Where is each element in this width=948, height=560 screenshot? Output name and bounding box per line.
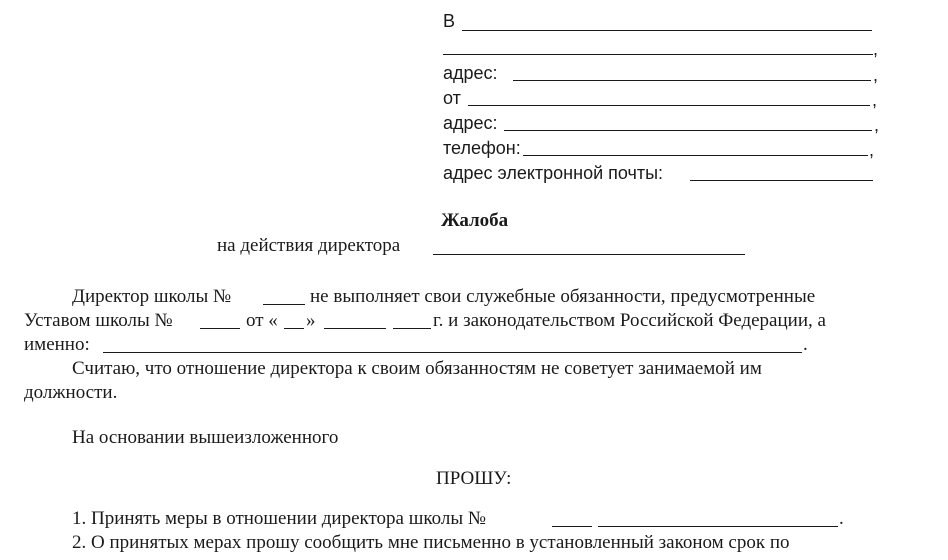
violations-blank[interactable] bbox=[103, 352, 802, 353]
period: . bbox=[803, 334, 808, 355]
month-blank[interactable] bbox=[324, 328, 386, 329]
item-1-school-number-blank[interactable] bbox=[552, 526, 592, 527]
phone-label: телефон: bbox=[443, 138, 521, 158]
phone-blank[interactable] bbox=[523, 155, 868, 156]
paragraph-1-line-1-start: Директор школы № bbox=[72, 286, 232, 307]
paragraph-1-line-2-start: Уставом школы № bbox=[24, 310, 173, 331]
paragraph-1-line-1-end: не выполняет свои служебные обязанности, предусмотренные bbox=[310, 286, 816, 307]
from-label: от bbox=[443, 88, 461, 108]
request-item-2: 2. О принятых мерах прошу сообщить мне письменно в установленный законом срок по bbox=[72, 532, 790, 553]
address-label: адрес: bbox=[443, 63, 498, 83]
comma: , bbox=[872, 90, 878, 110]
date-open: от « bbox=[246, 310, 278, 331]
paragraph-2-line-2: должности. bbox=[24, 382, 118, 403]
document-title: Жалоба bbox=[441, 210, 509, 231]
director-name-blank[interactable] bbox=[433, 254, 745, 255]
email-label: адрес электронной почты: bbox=[443, 163, 664, 183]
paragraph-2-line-1: Считаю, что отношение директора к своим обязанностям не советует занимаемой им bbox=[72, 358, 762, 379]
sender-name-blank[interactable] bbox=[468, 105, 870, 106]
paragraph-1-line-3: именно: bbox=[24, 334, 90, 355]
date-close: » bbox=[306, 310, 316, 331]
comma: , bbox=[873, 39, 879, 59]
request-item-1: 1. Принять меры в отношении директора школы № bbox=[72, 508, 487, 529]
school-number-blank[interactable] bbox=[263, 304, 305, 305]
document-subtitle: на действия директора bbox=[217, 235, 401, 256]
comma: , bbox=[874, 115, 880, 135]
sender-address-blank[interactable] bbox=[504, 130, 872, 131]
address2-label: адрес: bbox=[443, 113, 498, 133]
paragraph-3: На основании вышеизложенного bbox=[72, 427, 339, 448]
paragraph-1-line-2-end: г. и законодательством Российской Федерации, а bbox=[433, 310, 826, 331]
recipient-name-blank[interactable] bbox=[462, 30, 872, 31]
recipient-name-blank-2[interactable] bbox=[443, 54, 873, 55]
address-blank[interactable] bbox=[513, 80, 871, 81]
year-blank[interactable] bbox=[393, 328, 431, 329]
request-heading: ПРОШУ: bbox=[436, 468, 512, 489]
comma: , bbox=[873, 65, 879, 85]
day-blank[interactable] bbox=[284, 328, 304, 329]
comma: , bbox=[869, 140, 875, 160]
email-blank[interactable] bbox=[690, 180, 873, 181]
item-1-director-name-blank[interactable] bbox=[598, 526, 838, 527]
header-to-label: В bbox=[443, 11, 456, 31]
period: . bbox=[839, 508, 844, 529]
charter-number-blank[interactable] bbox=[200, 328, 240, 329]
